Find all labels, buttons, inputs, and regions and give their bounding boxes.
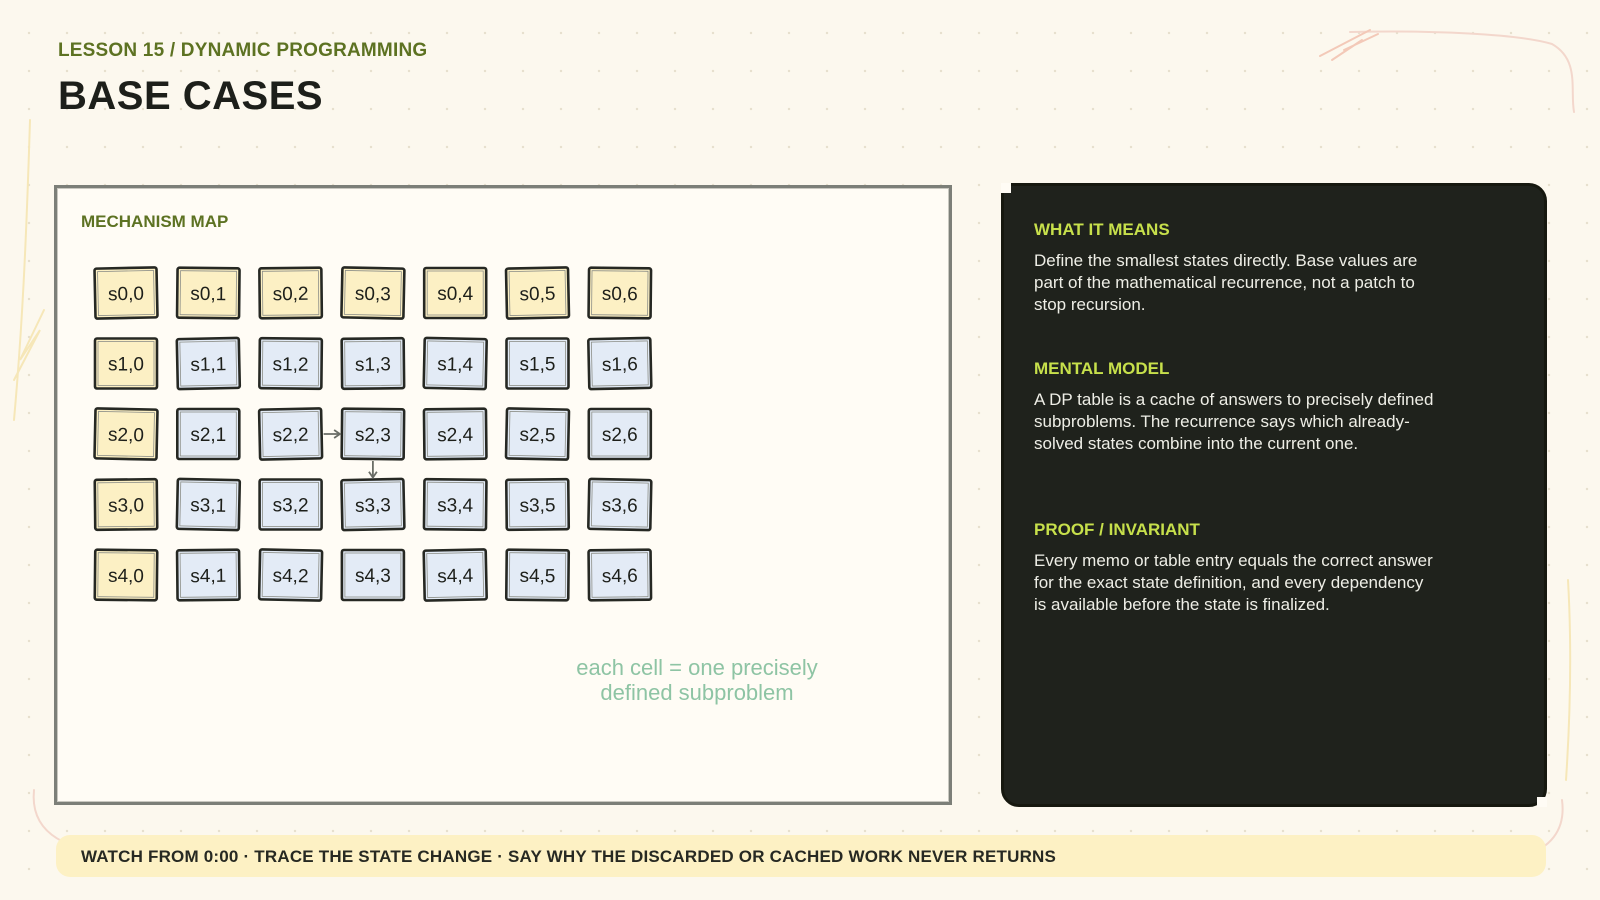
base-case-cell bbox=[94, 267, 157, 318]
state-cell bbox=[424, 338, 487, 389]
cell-label: s4,4 bbox=[437, 565, 474, 588]
cell-label: s0,6 bbox=[601, 283, 638, 306]
cell-label: s4,3 bbox=[354, 566, 391, 587]
base-case-cell bbox=[95, 339, 157, 389]
cell-label: s4,6 bbox=[601, 565, 638, 588]
state-cell bbox=[177, 550, 240, 601]
cell-label: s1,6 bbox=[601, 354, 639, 376]
cell-label: s3,2 bbox=[272, 495, 309, 517]
state-cell bbox=[259, 408, 322, 459]
state-cell bbox=[259, 549, 322, 600]
state-cell bbox=[588, 338, 651, 389]
state-cell bbox=[177, 409, 239, 459]
cell-label: s1,0 bbox=[108, 354, 144, 376]
cell-label: s3,4 bbox=[437, 495, 474, 517]
state-cell bbox=[177, 479, 240, 530]
cell-label: s0,0 bbox=[107, 283, 145, 306]
page-title: BASE CASES bbox=[58, 74, 324, 118]
cell-label: s2,6 bbox=[601, 425, 638, 446]
dependency-arrow bbox=[369, 461, 377, 478]
cell-label: s4,1 bbox=[190, 565, 227, 588]
cell-label: s0,5 bbox=[519, 283, 556, 306]
state-cell bbox=[341, 479, 404, 530]
section-heading: WHAT IT MEANS bbox=[1034, 220, 1170, 239]
dp-table-grid bbox=[57, 188, 949, 802]
base-case-cell bbox=[95, 479, 158, 530]
cell-label: s1,5 bbox=[519, 354, 556, 376]
state-cell bbox=[506, 479, 569, 530]
cell-label: s1,2 bbox=[272, 354, 309, 376]
state-cell bbox=[342, 409, 405, 460]
section-heading: MENTAL MODEL bbox=[1034, 359, 1170, 378]
state-cell bbox=[589, 550, 652, 601]
panel-corner-mark bbox=[1537, 797, 1547, 807]
cell-label: s1,3 bbox=[354, 354, 391, 376]
proof-invariant-section bbox=[1034, 520, 1434, 616]
cell-label: s2,4 bbox=[437, 424, 474, 447]
cell-label: s0,4 bbox=[437, 284, 474, 305]
cell-label: s4,0 bbox=[107, 565, 145, 588]
state-cell bbox=[507, 339, 569, 389]
lesson-kicker: LESSON 15 / DYNAMIC PROGRAMMING bbox=[58, 40, 428, 61]
cell-label: s3,5 bbox=[519, 495, 556, 517]
cell-label: s0,2 bbox=[272, 283, 309, 306]
cell-label: s3,6 bbox=[601, 495, 638, 517]
cell-label: s4,5 bbox=[519, 565, 556, 588]
state-cell bbox=[177, 338, 240, 389]
state-cell bbox=[259, 338, 322, 389]
cell-label: s1,4 bbox=[436, 354, 474, 376]
instruction-bar bbox=[56, 835, 1546, 877]
cell-label: s2,0 bbox=[107, 424, 145, 447]
cell-label: s3,1 bbox=[190, 495, 227, 517]
mechanism-map-label: MECHANISM MAP bbox=[81, 212, 229, 231]
what-it-means-section bbox=[1034, 220, 1434, 316]
base-case-cell bbox=[424, 268, 486, 318]
state-cell bbox=[506, 550, 569, 601]
state-cell bbox=[424, 479, 487, 530]
state-cell bbox=[424, 409, 487, 460]
cell-note bbox=[547, 655, 847, 705]
base-case-cell bbox=[506, 267, 569, 318]
state-cell bbox=[260, 480, 322, 530]
cell-label: s0,3 bbox=[354, 283, 392, 306]
cell-label: s3,3 bbox=[354, 495, 392, 517]
state-cell bbox=[342, 338, 405, 389]
section-heading: PROOF / INVARIANT bbox=[1034, 520, 1200, 539]
cell-label: s3,0 bbox=[107, 495, 145, 517]
cell-note-line1: each cell = one precisely bbox=[576, 655, 818, 680]
state-cell bbox=[588, 479, 651, 530]
dependency-arrow bbox=[324, 430, 340, 438]
panel-corner-mark bbox=[1001, 183, 1011, 193]
cell-label: s2,3 bbox=[354, 424, 391, 447]
cell-label: s2,2 bbox=[272, 424, 309, 447]
info-panel bbox=[1001, 183, 1547, 807]
section-body: A DP table is a cache of answers to precisely defined subproblems. The recurrence says which already-solved states combine into the current one. bbox=[1034, 390, 1434, 453]
section-body: Define the smallest states directly. Base values are part of the mathematical recurrence, not a patch to stop recursion. bbox=[1034, 251, 1418, 314]
state-cell bbox=[424, 549, 487, 600]
base-case-cell bbox=[95, 550, 158, 601]
base-case-cell bbox=[341, 267, 404, 318]
cell-label: s2,1 bbox=[190, 425, 227, 446]
mental-model-section bbox=[1034, 359, 1434, 455]
base-case-cell bbox=[177, 268, 240, 319]
state-cell bbox=[589, 409, 651, 459]
cell-label: s2,5 bbox=[519, 424, 556, 447]
cell-label: s0,1 bbox=[190, 283, 227, 306]
state-cell bbox=[506, 408, 569, 459]
base-case-cell bbox=[94, 408, 157, 459]
cell-note-line2: defined subproblem bbox=[600, 680, 794, 705]
base-case-cell bbox=[589, 268, 652, 319]
base-case-cell bbox=[259, 268, 322, 319]
mechanism-map-panel bbox=[54, 185, 952, 805]
state-cell bbox=[342, 550, 404, 600]
section-body: Every memo or table entry equals the correct answer for the exact state definition, and every dependency is available before the state is finalized. bbox=[1034, 551, 1433, 614]
cell-label: s1,1 bbox=[190, 354, 227, 376]
instruction-text: WATCH FROM 0:00 · TRACE THE STATE CHANGE · SAY WHY THE DISCARDED OR CACHED WORK NEVER RETURNS bbox=[81, 847, 1057, 866]
cell-label: s4,2 bbox=[272, 565, 309, 588]
